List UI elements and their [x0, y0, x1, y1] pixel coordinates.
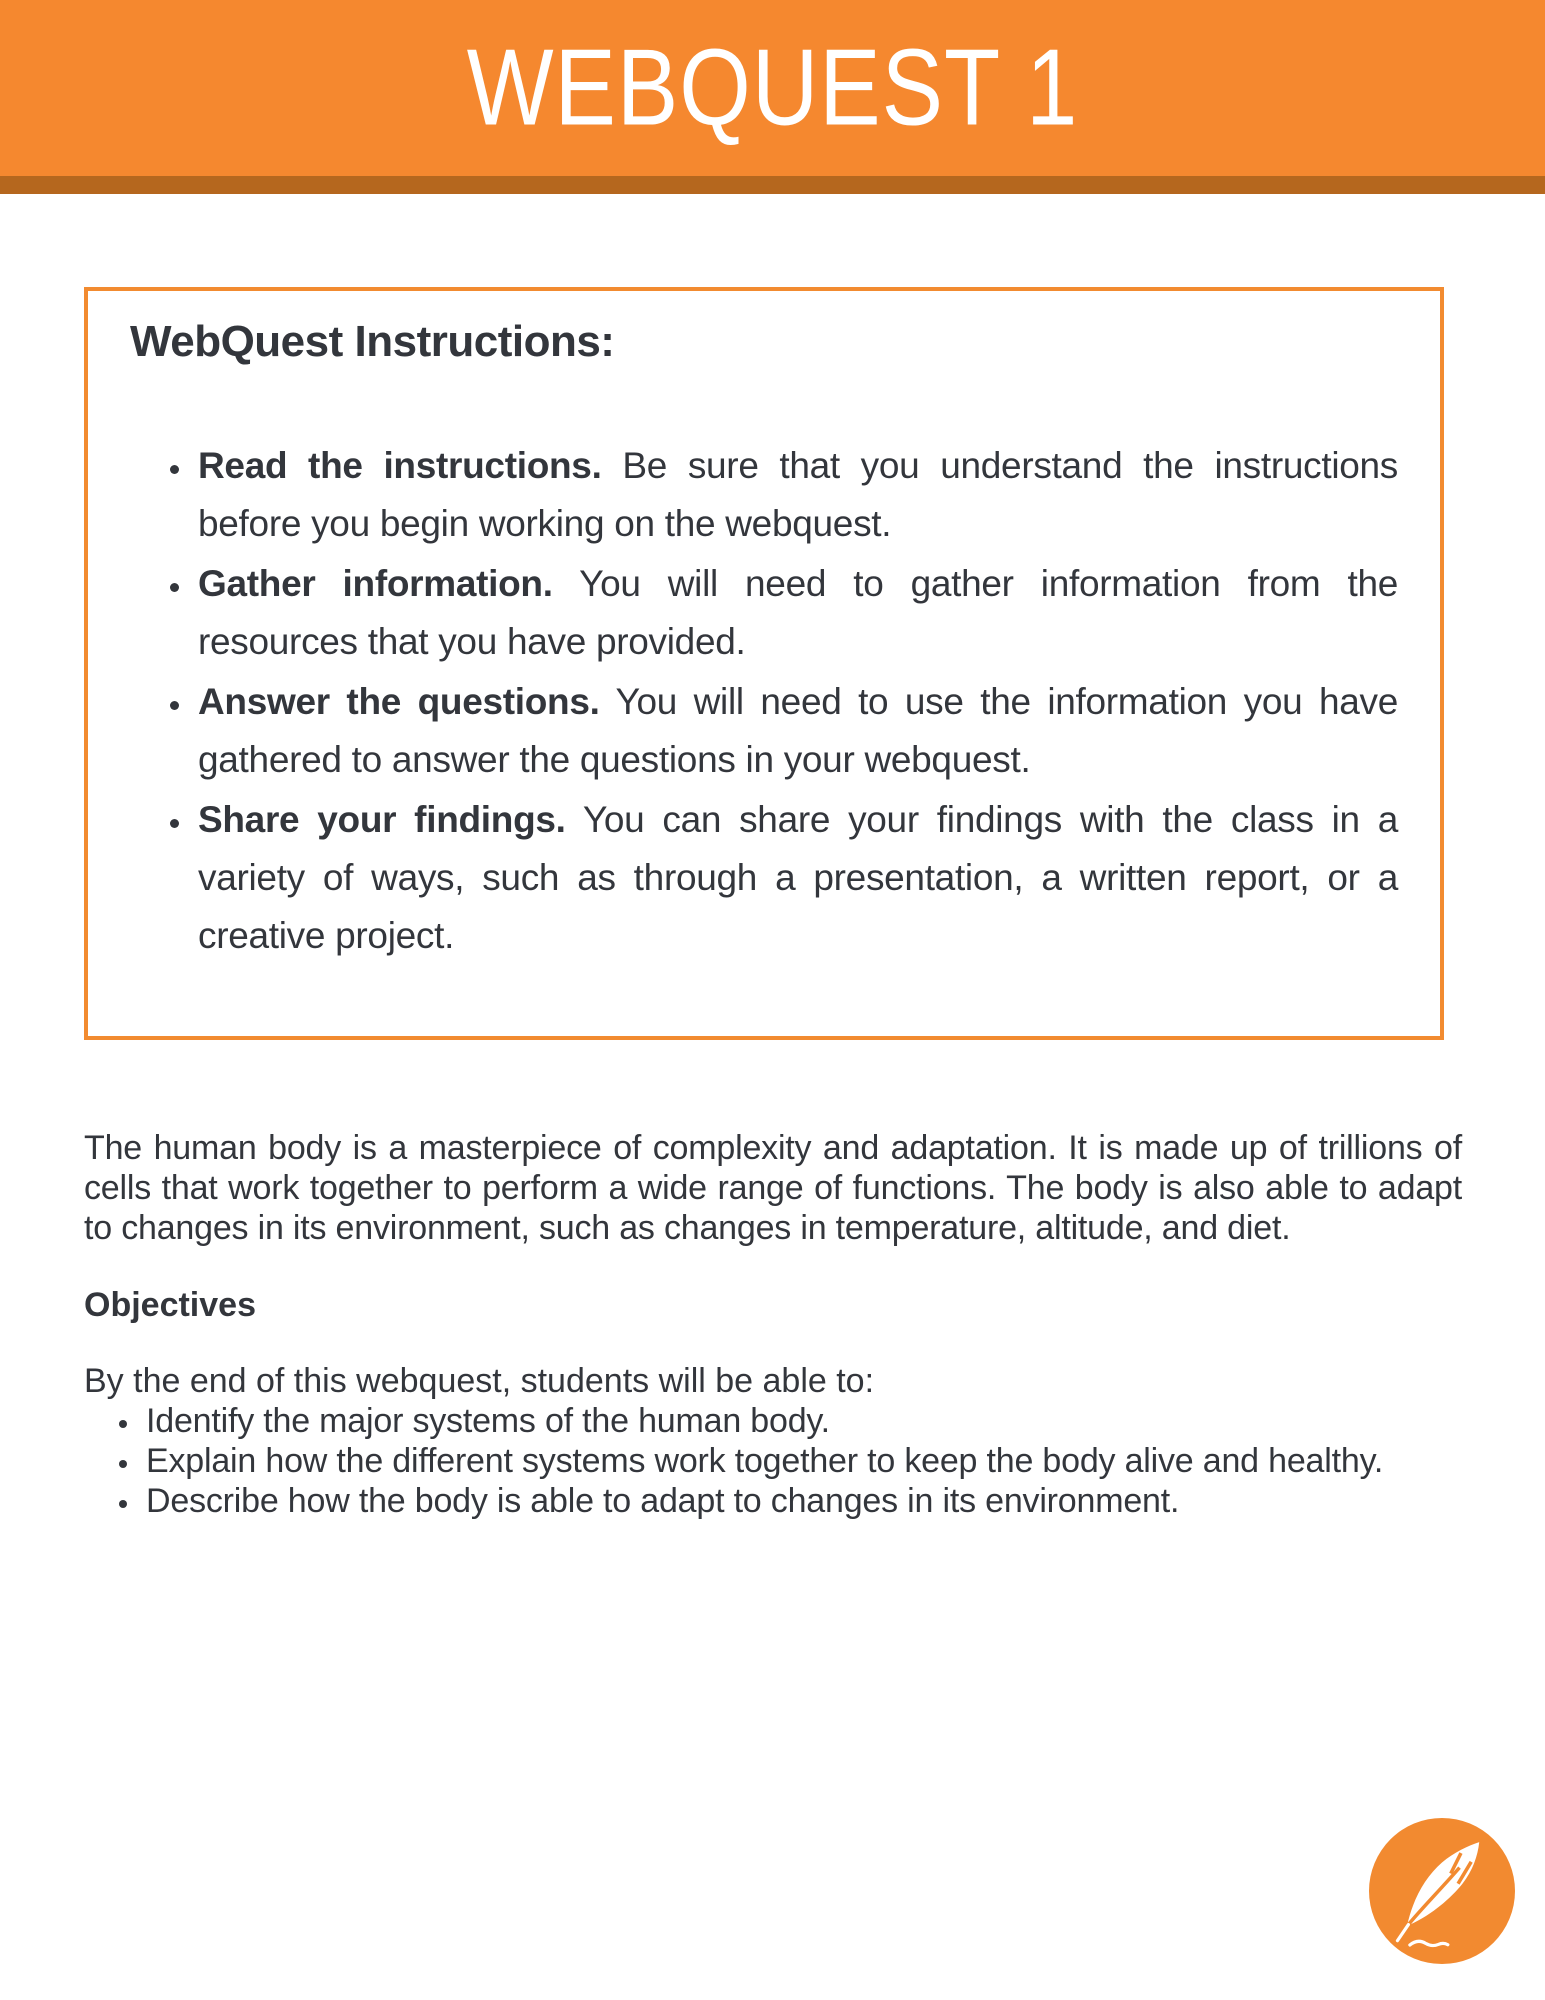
instruction-text: Be sure that you understand the instructions before you begin working on the webquest. [198, 445, 1399, 544]
header-banner-stripe [0, 176, 1545, 194]
intro-paragraph: The human body is a masterpiece of complexity and adaptation. It is made up of trillions of cells that work together to perform a wide range of functions. The body is also able to adapt to changes in its environment, such as changes in temperature, altitude, and diet. [84, 1129, 1462, 1247]
body-section [84, 1128, 1462, 1521]
instruction-text: You will need to gather information from the resources that you have provided. [198, 563, 1399, 662]
instruction-lead: Gather information. [198, 563, 553, 604]
instructions-box [84, 287, 1444, 1040]
page-title: WEBQUEST 1 [466, 27, 1079, 149]
list-item [194, 791, 1398, 965]
instruction-lead: Answer the questions. [198, 681, 600, 722]
objectives-intro: By the end of this webquest, students will be able to: [84, 1362, 875, 1400]
list-item: • Explain how the different systems work together to keep the body alive and healthy. [142, 1441, 1462, 1481]
list-item [194, 555, 1398, 671]
instruction-lead: Read the instructions. [198, 445, 602, 486]
header-banner [0, 0, 1545, 176]
objectives-list [84, 1401, 1462, 1521]
instructions-heading: WebQuest Instructions: [130, 317, 615, 366]
instruction-lead: Share your findings. [198, 799, 566, 840]
instructions-list [130, 437, 1398, 965]
list-item: • Identify the major systems of the human body. [142, 1401, 1462, 1441]
list-item: • Describe how the body is able to adapt to changes in its environment. [142, 1481, 1462, 1521]
list-item [194, 673, 1398, 789]
objectives-heading: Objectives [84, 1286, 256, 1324]
list-item [194, 437, 1398, 553]
quill-feather-icon [1369, 1818, 1515, 1964]
publisher-logo [1369, 1818, 1515, 1964]
instruction-text: You can share your findings with the class in a variety of ways, such as through a presentation, a written report, or a creative project. [198, 799, 1399, 956]
instruction-text: You will need to use the information you have gathered to answer the questions in your webquest. [198, 681, 1398, 780]
